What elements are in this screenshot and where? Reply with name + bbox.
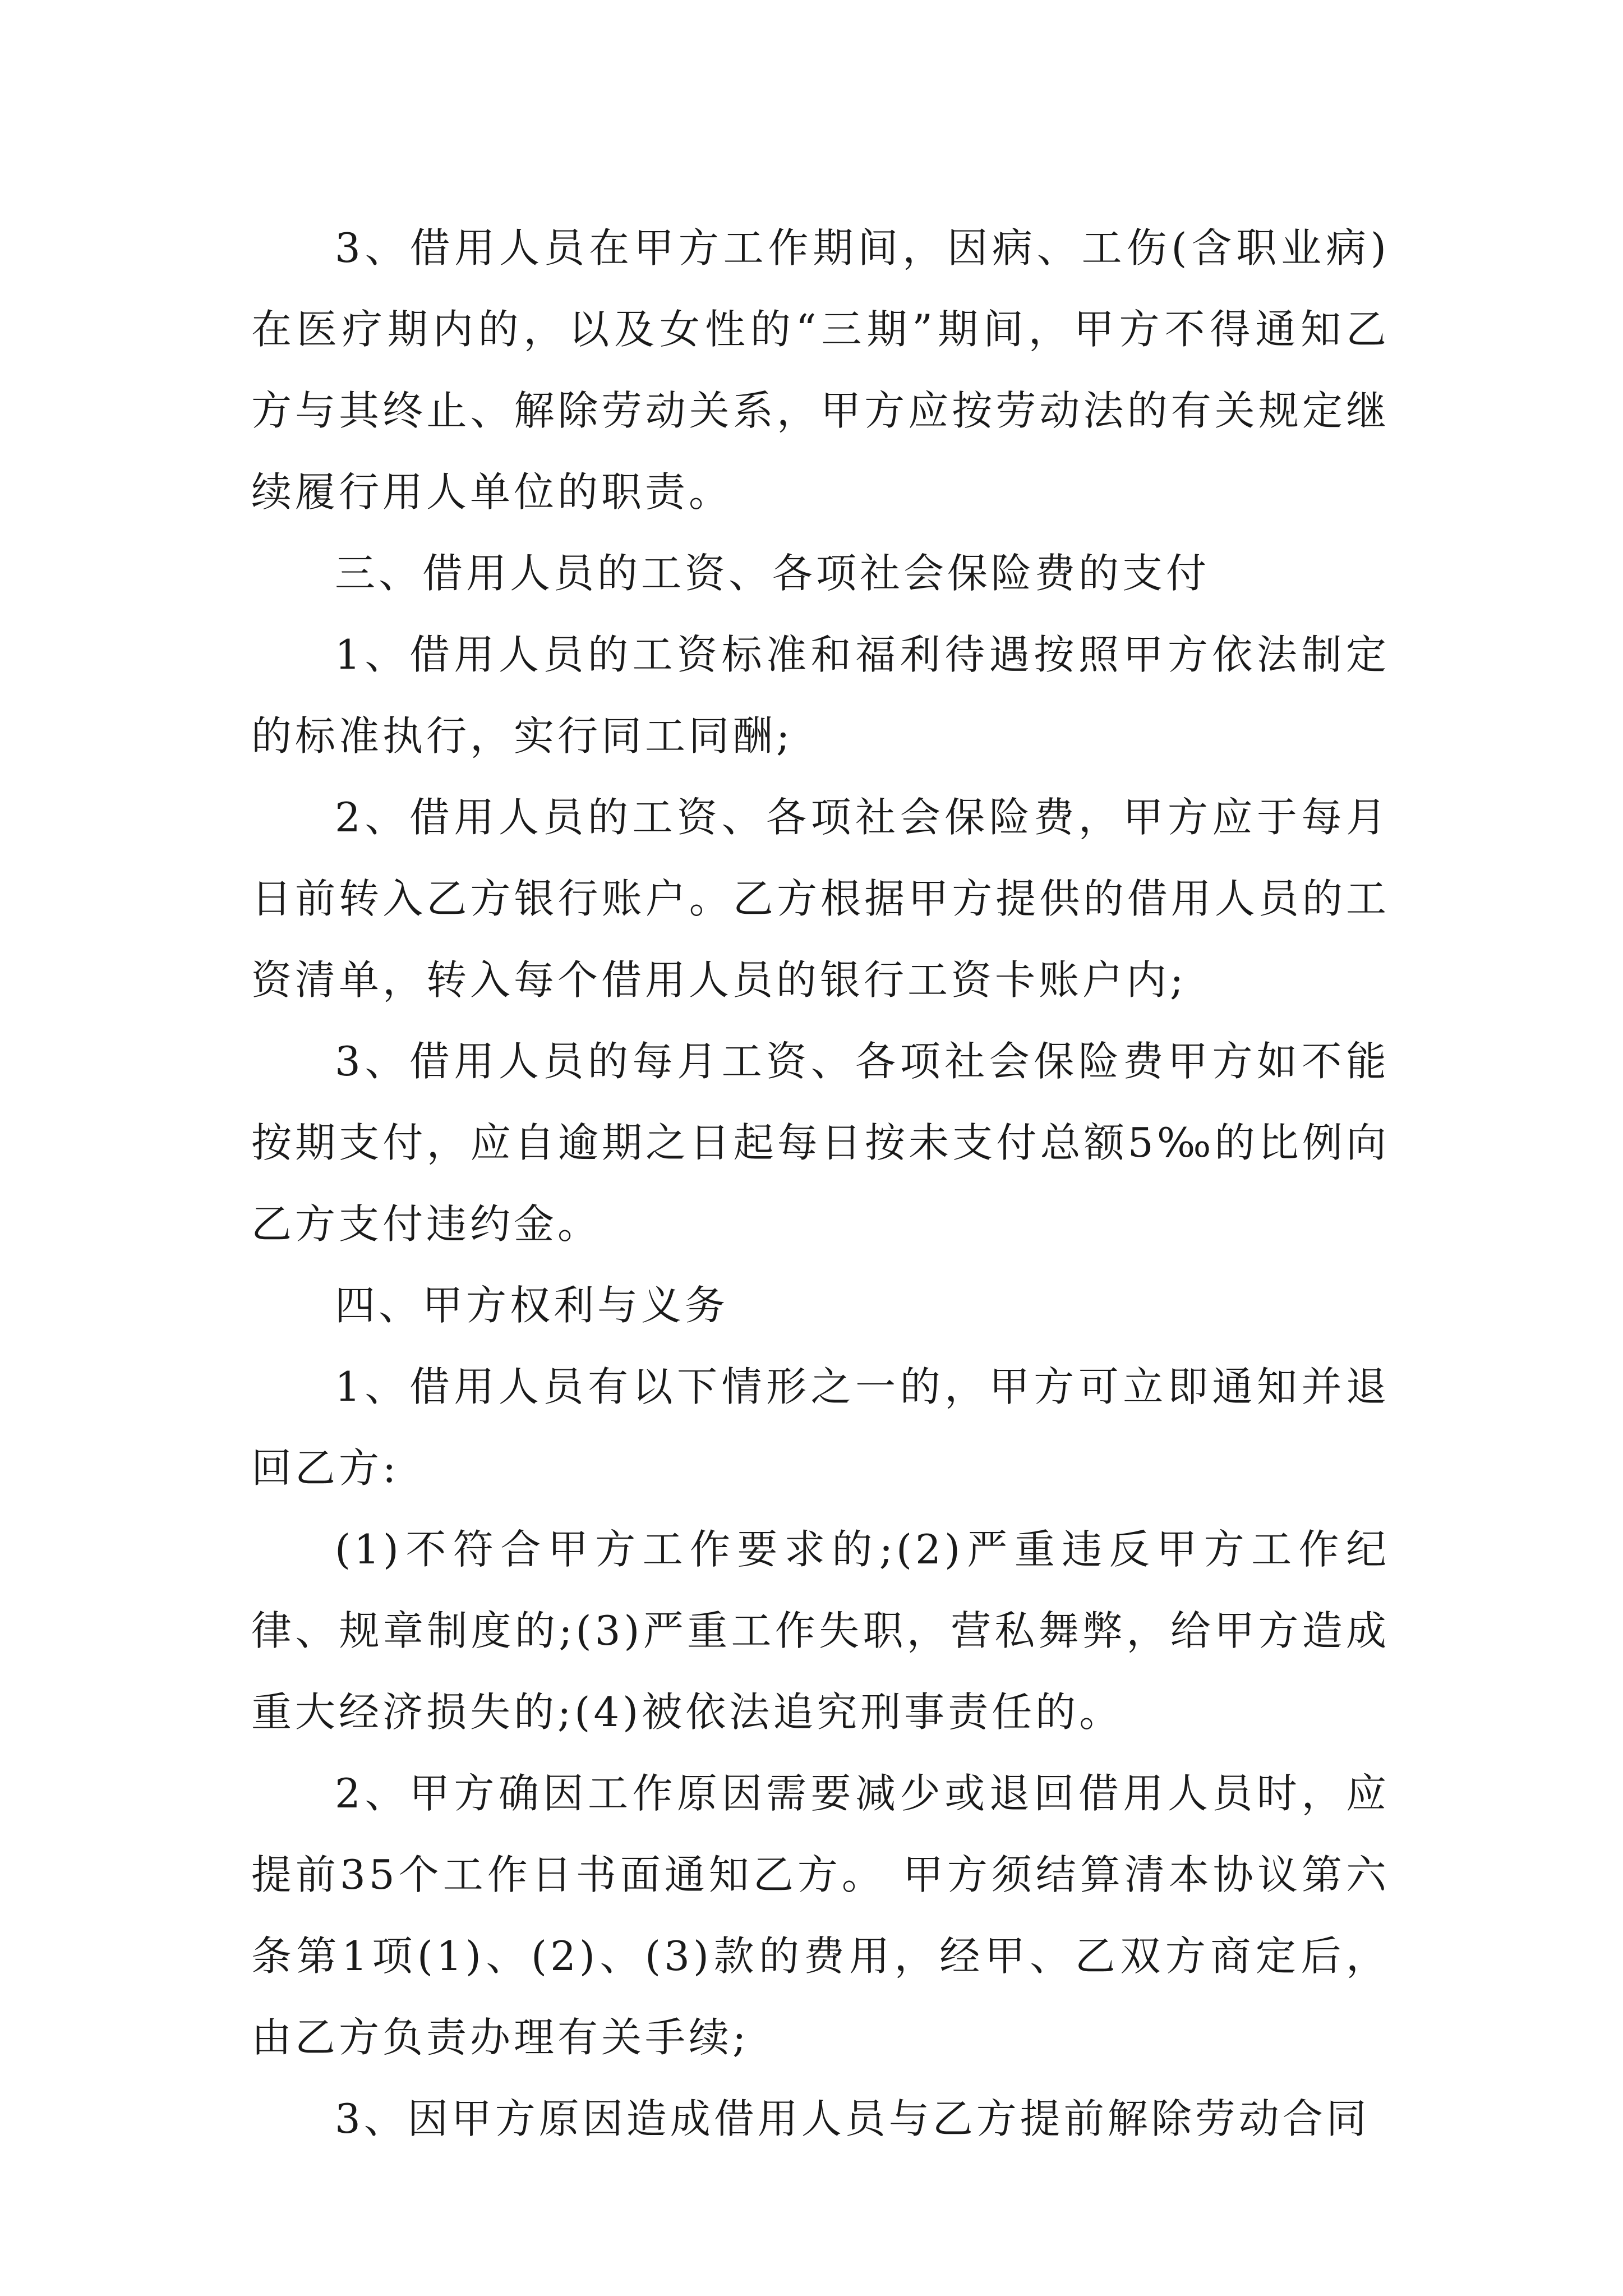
paragraph-wage-standard: 1、借用人员的工资标准和福利待遇按照甲方依法制定的标准执行，实行同工同酬;	[251, 631, 1390, 760]
document-body	[251, 208, 1390, 2160]
paragraph-late-payment-penalty: 3、借用人员的每月工资、各项社会保险费甲方如不能按期支付，应自逾期之日起每日按未支付总额5‰的比例向乙方支付违约金。	[251, 1038, 1390, 1248]
paragraph-return-conditions: 1、借用人员有以下情形之一的，甲方可立即通知并退回乙方:	[251, 1363, 1390, 1492]
paragraph-early-termination: 3、因甲方原因造成借用人员与乙方提前解除劳动合同	[335, 2095, 1370, 2142]
paragraph-monthly-transfer: 2、借用人员的工资、各项社会保险费，甲方应于每月日前转入乙方银行账户。乙方根据甲方提供的借用人员的工资清单，转入每个借用人员的银行工资卡账户内;	[251, 794, 1390, 1004]
paragraph-advance-notice: 2、甲方确因工作原因需要减少或退回借用人员时，应提前35个工作日书面通知乙方。 甲方须结算清本协议第六条第1项(1)、(2)、(3)款的费用，经甲、乙双方商定后，由乙方负责办理有关手续;	[251, 1770, 1390, 2061]
paragraph-return-cases-list: (1)不符合甲方工作要求的;(2)严重违反甲方工作纪律、规章制度的;(3)严重工作失职，营私舞弊，给甲方造成重大经济损失的;(4)被依法追究刑事责任的。	[251, 1526, 1390, 1736]
section-heading-wages-insurance: 三、借用人员的工资、各项社会保险费的支付	[335, 550, 1210, 597]
section-heading-party-a-rights: 四、甲方权利与义务	[335, 1282, 729, 1329]
paragraph-sick-leave-protection: 3、借用人员在甲方工作期间，因病、工伤(含职业病)在医疗期内的，以及女性的“三期”期间，甲方不得通知乙方与其终止、解除劳动关系，甲方应按劳动法的有关规定继续履行用人单位的职责。	[251, 224, 1390, 516]
